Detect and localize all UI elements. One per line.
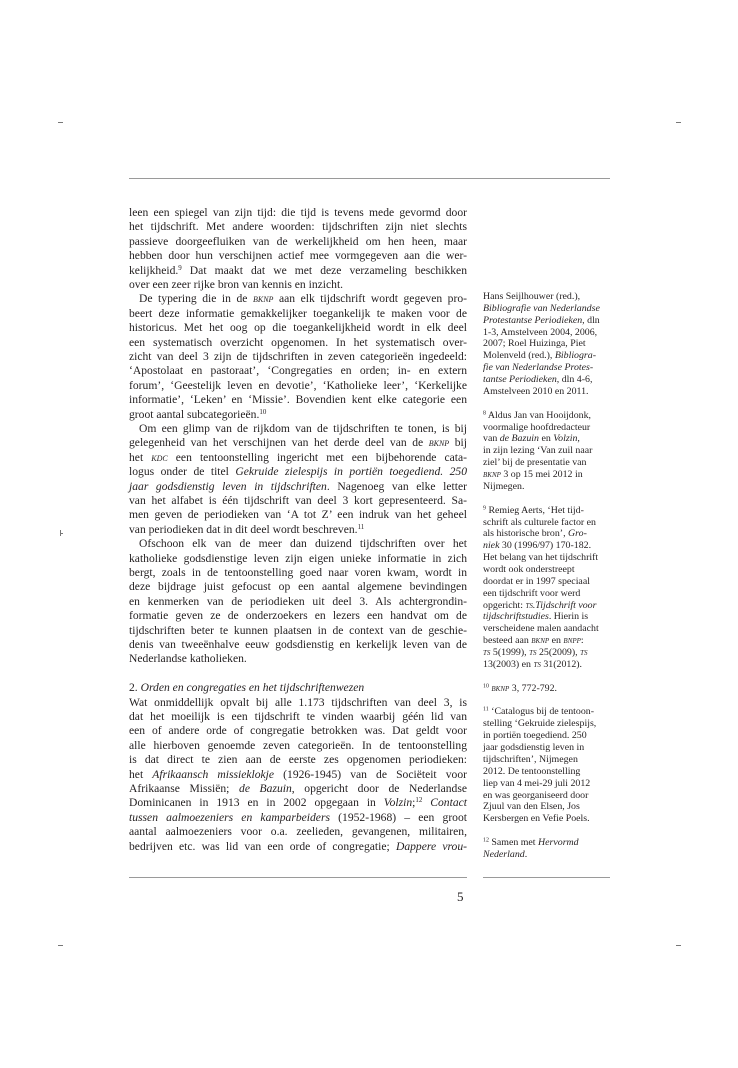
body-text-line — [129, 321, 467, 334]
footnote-reference: 11 — [357, 522, 365, 531]
footnote-line — [483, 718, 596, 729]
text-run: . Hierin is — [548, 611, 589, 623]
small-caps-abbreviation: kdc — [151, 451, 168, 464]
body-text-line — [129, 724, 467, 737]
section-heading — [129, 681, 467, 694]
text-run: en — [549, 635, 564, 647]
registration-mark — [60, 533, 63, 534]
text-run: Zjuul van den Elsen, Jos — [483, 801, 580, 813]
footnote-line — [483, 327, 597, 338]
text-run: 3 op 15 mei 2012 in — [500, 469, 583, 481]
body-text-line — [129, 552, 467, 565]
footnote-line — [483, 564, 575, 575]
body-text-line — [129, 379, 467, 392]
footnote-line — [483, 457, 586, 468]
footnote-line — [483, 422, 590, 433]
footnote-line — [483, 576, 590, 587]
text-run: aantal aalmoezeniers voor o.a. zeelieden, gevangenen, militairen, — [129, 825, 467, 839]
footnote-line — [483, 849, 527, 860]
body-text-line — [129, 638, 467, 651]
small-caps-abbreviation: ts — [529, 648, 537, 659]
footnote-line — [483, 386, 589, 397]
text-run: wordt ook onderstreept — [483, 564, 575, 575]
text-run: een systematisch overzicht opgenomen. In het systematisch over- — [129, 335, 467, 349]
body-text-line — [129, 307, 467, 320]
italic-text: tantse Periodieken — [483, 374, 557, 386]
text-run: ‘Apostolaat en pastoraat’, ‘Congregaties en orden; in- en extern — [129, 364, 467, 378]
text-run: gelegenheid van het verschijnen van het derde deel van de — [129, 436, 429, 450]
text-run: Hans Seijlhouwer (red.), — [483, 291, 581, 302]
text-run: opgericht: — [483, 599, 526, 611]
body-text-line — [129, 811, 467, 824]
italic-text: Tijdschrift voor — [535, 599, 597, 611]
body-text-line — [129, 508, 467, 521]
body-text-line — [129, 609, 467, 622]
body-text-line — [129, 436, 467, 449]
text-run: forum’, ‘Geestelijk leven en devotie’, ‘Katholieke leer’, ‘Kerkelijke — [129, 378, 467, 392]
text-run: aan elk tijdschrift wordt gegeven pro- — [273, 292, 467, 306]
text-run: het tijdschrift. Met andere woorden: tijdschriften zijn niet slechts — [129, 220, 467, 234]
text-run: voormalige hoofdredacteur — [483, 421, 591, 433]
text-run: en was georganiseerd door — [483, 789, 589, 801]
text-run: 5(1999), — [490, 647, 530, 659]
footnote-reference: 10 — [483, 683, 489, 690]
italic-text: tussen aalmoezeniers en kamparbeiders — [129, 810, 330, 824]
italic-text: Volzin — [553, 433, 578, 445]
text-run: (1926-1945) van de Sociëteit voor — [274, 767, 468, 781]
small-caps-abbreviation: ts — [483, 648, 491, 659]
italic-text: Hervormd — [538, 837, 579, 849]
text-run: Nederlandse katholieken. — [129, 652, 247, 666]
footnote-line — [483, 742, 584, 753]
text-run: katholieke godsdienstige leven zijn eigen unieke informatie in zich — [129, 551, 467, 565]
body-text-line — [129, 393, 467, 406]
crop-mark — [58, 945, 63, 946]
body-text-line — [129, 624, 467, 637]
text-run: Amstelveen 2010 en 2011. — [483, 385, 589, 397]
footnote-line — [483, 671, 485, 682]
body-text-line — [129, 566, 467, 579]
text-run: Dat maakt dat we met deze verzameling beschikken — [181, 263, 467, 277]
footnote-line — [483, 659, 582, 670]
footnote-line — [483, 813, 590, 824]
body-text-line — [129, 235, 467, 248]
footnote-reference: 9 — [483, 505, 486, 512]
body-text-line — [129, 364, 467, 377]
body-text-line — [129, 710, 467, 723]
text-run: bij — [449, 436, 467, 450]
text-run: 25(2009), — [536, 647, 581, 659]
text-run: historicus. Met het oog op die toegankelijkheid wordt in elk deel — [129, 321, 467, 335]
text-run: Wat onmiddellijk opvalt bij alle 1.173 tijdschriften van deel 3, is — [129, 695, 467, 709]
body-text-line — [129, 422, 467, 435]
header-rule — [129, 178, 610, 179]
italic-text: Contact — [430, 796, 467, 810]
text-run: besteed aan — [483, 635, 532, 647]
body-text-line — [129, 523, 467, 536]
body-text-line — [129, 580, 467, 593]
text-run: 2012. De tentoonstelling — [483, 765, 581, 777]
body-text-line — [129, 739, 467, 752]
italic-text: tijdschriftstudies — [483, 611, 549, 623]
text-run: stelling ‘Gekruide zielespijs, — [483, 718, 597, 730]
small-caps-abbreviation: ts — [580, 648, 588, 659]
text-run: passieve doorgeefluiken van de werkelijkheid om hen heen, maar — [129, 234, 467, 248]
footnote-line — [483, 398, 485, 409]
italic-text: Nederland — [483, 848, 525, 860]
text-run: jaar godsdienstig leven in — [483, 742, 585, 754]
text-run: dat het moeilijk is een tijdschrift te vinden waarbij géén lid van — [129, 710, 467, 723]
italic-text: Gro- — [568, 528, 587, 540]
body-text-line — [129, 595, 467, 608]
text-run: men geven de periodieken van ‘A tot Z’ een indruk van het geheel — [129, 508, 467, 522]
text-run: logus onder de titel — [129, 465, 236, 479]
text-run: ‘Catalogus bij de tentoon- — [488, 706, 595, 718]
footnote-line — [483, 778, 590, 789]
footnote-line — [483, 552, 598, 563]
footnote-line — [483, 481, 524, 492]
text-run: tijdschriften beter te kunnen plaatsen in de context van de geschie- — [129, 623, 467, 637]
footnote-line — [483, 647, 588, 658]
footnote-reference: 12 — [415, 796, 423, 805]
footnote-line — [483, 695, 485, 706]
body-text-line — [129, 249, 467, 262]
footnote-reference: 12 — [483, 837, 489, 844]
italic-text: niek — [483, 540, 500, 552]
footnote-line — [483, 766, 580, 777]
body-text-line — [129, 753, 467, 766]
text-run: De typering die in de — [139, 292, 253, 306]
footnote-line — [483, 303, 600, 314]
italic-text: Protestantse Periodieken, — [483, 314, 585, 326]
text-run: het — [129, 767, 153, 781]
text-run: ; — [412, 796, 416, 810]
footnote-line — [483, 683, 557, 694]
text-run: bedrijven etc. was lid van een orde of congregatie; — [129, 839, 396, 853]
text-run: het — [129, 450, 152, 464]
crop-mark — [676, 122, 681, 123]
body-text-line — [129, 652, 467, 665]
footnote-line — [483, 528, 587, 539]
footnote-line — [483, 445, 592, 456]
body-text-line — [129, 408, 467, 421]
footnote-line — [483, 600, 596, 611]
footnote-line — [483, 790, 588, 801]
footnote-line — [483, 493, 485, 504]
text-run: denis van tweeënhalve eeuw godsdienstig en kerkelijk leven van de — [129, 638, 467, 651]
body-text-line — [129, 480, 467, 493]
text-run: Het belang van het tijdschrift — [483, 552, 599, 564]
footnote-line — [483, 623, 599, 634]
text-run: over een zeer rijke bron van kennis en inzicht. — [129, 278, 344, 291]
body-text-line — [129, 768, 467, 781]
body-text-line — [129, 206, 467, 219]
text-run: bergt, zoals in de tentoonstelling goed naar voren kwam, wordt in — [129, 566, 467, 579]
text-run: Ofschoon elk van de meer dan duizend tijdschriften over het — [139, 537, 467, 551]
text-run: een tentoonstelling ingericht met een bijbehorende cata- — [167, 450, 467, 464]
text-run: in portiën toegediend. 250 — [483, 730, 587, 742]
small-caps-abbreviation: bknp — [531, 636, 550, 647]
body-text-line — [129, 840, 467, 853]
footnote-line — [483, 410, 591, 421]
notes-footer-rule — [483, 877, 610, 878]
text-run: Afrikaanse Missiën; — [129, 782, 240, 795]
text-run: 31(2012). — [540, 658, 583, 670]
text-run: informatie’, ‘Leken’ en ‘Missie’. Bovendien kent elke categorie een — [129, 393, 467, 407]
body-text-line — [129, 782, 467, 795]
text-run: Molenveld (red.), — [483, 350, 555, 362]
small-caps-abbreviation: bknp — [428, 437, 450, 450]
text-run: van het alfabet is één tijdschrift van deel 3 kort gepresenteerd. Sa- — [129, 494, 467, 507]
footnote-reference: 10 — [259, 407, 267, 416]
italic-text: fie van Nederlandse Protes- — [483, 362, 594, 374]
text-run: in zijn lezing ‘Van zuil naar — [483, 445, 593, 457]
italic-text: Orden en congregaties en het tijdschriftenwezen — [140, 681, 365, 695]
small-caps-abbreviation: bnpp — [563, 636, 581, 647]
body-text-line — [129, 537, 467, 550]
text-run: 30 (1996/97) 170-182. — [499, 540, 592, 552]
text-run: ziel’ bij de presentatie van — [483, 457, 587, 469]
text-run: tijdschriften’, Nijmegen — [483, 753, 578, 765]
footnote-line — [483, 315, 600, 326]
footnote-line — [483, 706, 594, 717]
text-run: Kersbergen en Vefie Poels. — [483, 813, 590, 825]
body-text-line — [129, 336, 467, 349]
footnote-line — [483, 374, 592, 385]
italic-text: Gekruide zielespijs in portiën toegediend. 250 — [235, 465, 467, 479]
body-text-line — [129, 264, 467, 277]
small-caps-abbreviation: bknp — [252, 293, 274, 306]
body-text-line — [129, 667, 467, 680]
italic-text: Dappere vrou- — [395, 839, 468, 853]
small-caps-abbreviation: bknp — [491, 683, 510, 694]
text-run: beert deze informatie gemakkelijker toegankelijk te maken voor de — [129, 306, 467, 320]
italic-text: de Bazuin — [239, 782, 292, 795]
crop-mark — [58, 122, 63, 123]
italic-text: Volzin — [383, 796, 413, 810]
footnote-reference: 8 — [483, 410, 486, 417]
footnote-line — [483, 754, 578, 765]
footnote-line — [483, 505, 584, 516]
text-run: een tijdschrift voor werd — [483, 587, 581, 599]
text-run: doordat er in 1997 speciaal — [483, 575, 590, 587]
italic-text: Bibliografie van Nederlandse — [483, 302, 600, 314]
footnote-line — [483, 611, 588, 622]
body-text-line — [129, 350, 467, 363]
text-run: verscheidene malen aandacht — [483, 623, 599, 635]
text-run: . — [524, 848, 528, 860]
footnote-line — [483, 433, 580, 444]
small-caps-abbreviation: ts. — [525, 600, 536, 611]
text-run: een of andere orde of congregatie betrokken was. Dat geldt voor — [129, 724, 467, 738]
text-run: Dominicanen in 1913 en in 2002 opgegaan in — [129, 796, 384, 810]
footnote-line — [483, 338, 586, 349]
footnote-line — [483, 540, 591, 551]
text-run: Remieg Aerts, ‘Het tijd- — [485, 504, 584, 516]
text-run: deze bijdrage juist gefocust op een aantal algemene bevindingen — [129, 580, 467, 594]
text-run: is dat direct te zien aan de eerste zes opgenomen periodieken: — [129, 753, 467, 767]
text-run: dln — [584, 314, 600, 326]
text-run: van — [483, 433, 500, 445]
text-run: Samen met — [488, 837, 539, 849]
text-run: Om een glimp van de rijkdom van de tijdschriften te tonen, is bij — [139, 422, 467, 435]
footnote-line — [483, 801, 580, 812]
italic-text: Bibliogra- — [554, 350, 597, 362]
text-run: Aldus Jan van Hooijdonk, — [485, 409, 592, 421]
text-run: . Nagenoeg van elke letter — [326, 479, 467, 493]
italic-text: jaar godsdienstig leven in tijdschriften — [129, 479, 327, 493]
text-run: alle hierboven genoemde zeven categorieën. In de tentoonstelling — [129, 738, 467, 752]
text-run: en — [538, 433, 554, 445]
footnote-line — [483, 825, 485, 836]
footnote-line — [483, 291, 580, 302]
footnote-line — [483, 588, 580, 599]
body-text-line — [129, 278, 467, 291]
text-run: schrift als culturele factor en — [483, 516, 596, 528]
text-run: , dln 4-6, — [556, 374, 593, 386]
small-caps-abbreviation: ts — [533, 659, 541, 670]
footnote-reference: 11 — [483, 707, 489, 714]
text-run: , opgericht door de Nederlandse — [291, 782, 467, 795]
footnote-line — [483, 469, 583, 480]
small-caps-abbreviation: bknp — [483, 470, 501, 481]
text-run: en kenmerken van de periodieken uit deel 3. Als achtergrondin- — [129, 594, 467, 608]
footnote-line — [483, 517, 596, 528]
text-run: leen een spiegel van zijn tijd: die tijd is tevens mede gevormd door — [129, 206, 467, 219]
text-run: als historische bron’, — [483, 528, 569, 540]
footnote-line — [483, 837, 579, 848]
body-text-line — [129, 494, 467, 507]
body-text-line — [129, 796, 467, 809]
text-run: hebben door hun verschijnen actief mee vormgegeven aan die wer- — [129, 249, 467, 263]
italic-text: de Bazuin — [499, 433, 539, 445]
footnote-line — [483, 730, 587, 741]
body-text-line — [129, 451, 467, 464]
text-run: , — [577, 433, 580, 445]
text-run: 1-3, Amstelveen 2004, 2006, — [483, 326, 598, 338]
italic-text: Afrikaansch missieklokje — [152, 767, 275, 781]
text-run: 2. — [129, 681, 141, 695]
footnote-line — [483, 362, 593, 373]
body-text-line — [129, 220, 467, 233]
footnote-line — [483, 350, 596, 361]
page-number: 5 — [457, 889, 464, 904]
text-run: kelijkheid. — [129, 263, 179, 277]
body-text-line — [129, 465, 467, 478]
body-text-line — [129, 696, 467, 709]
text-run: : — [580, 635, 584, 647]
crop-mark — [676, 945, 681, 946]
text-run: liep van 4 mei-29 juli 2012 — [483, 777, 591, 789]
text-run: van periodieken dat in dit deel wordt beschreven. — [129, 522, 358, 536]
main-footer-rule — [129, 877, 467, 878]
text-run: 3, 772-792. — [509, 682, 558, 694]
text-run: groot aantal subcategorieën. — [129, 407, 260, 421]
text-run: 2007; Roel Huizinga, Piet — [483, 338, 586, 350]
footnote-line — [483, 635, 584, 646]
body-text-line — [129, 825, 467, 838]
text-run: (1952-1968) – een groot — [329, 810, 467, 824]
body-text-line — [129, 292, 467, 305]
text-run: Nijmegen. — [483, 480, 525, 492]
text-run: zicht van deel 3 zijn de tijdschriften in zeven categorieën ingedeeld: — [129, 350, 467, 363]
text-run: 13(2003) en — [483, 658, 534, 670]
text-run: formatie geven ze de onderzoekers en lezers een handvat om de — [129, 609, 467, 623]
footnote-reference: 9 — [178, 263, 182, 272]
